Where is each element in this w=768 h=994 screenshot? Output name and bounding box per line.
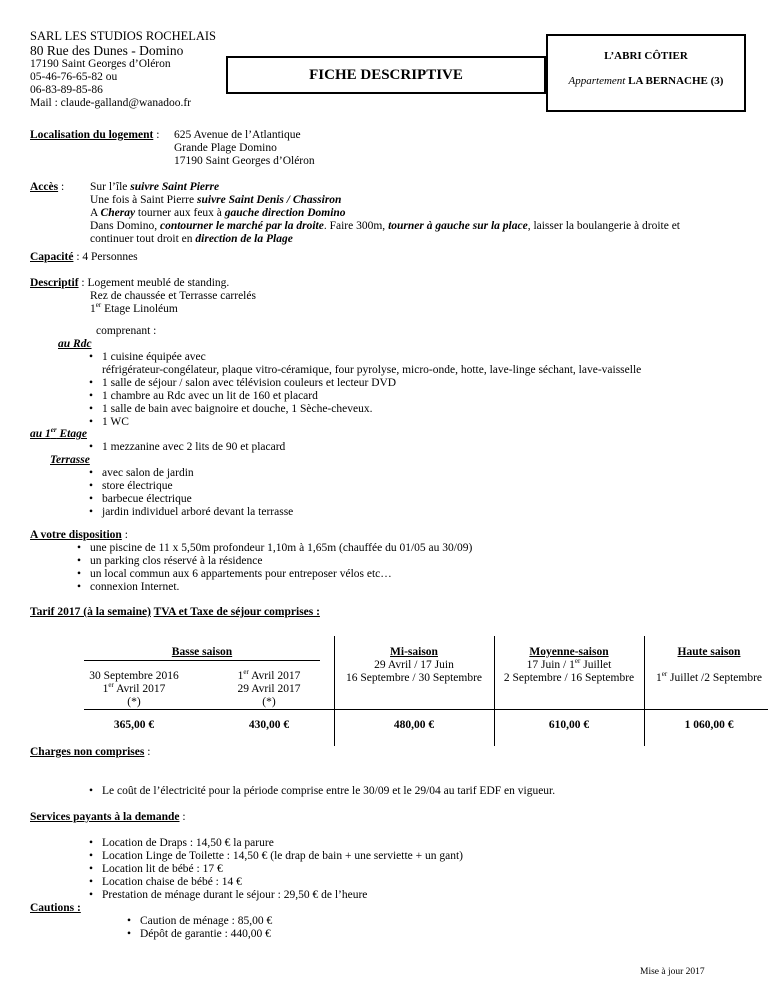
list-item: • 1 cuisine équipée avec réfrigérateur-congélateur, plaque vitro-céramique, four pyrolyse, micro-onde, hotte, lave-linge séchant, lave-vaisselle — [102, 351, 722, 377]
descriptif-detail — [90, 290, 256, 316]
terrasse-label: Terrasse — [50, 454, 90, 466]
acces-text — [90, 181, 730, 246]
localisation-label: Localisation du logement — [30, 129, 154, 141]
disposition-list — [90, 542, 710, 594]
price-divider — [84, 709, 768, 710]
disposition-sep: : — [121, 529, 128, 541]
descriptif-section — [30, 277, 229, 290]
list-item: • 1 salle de bain avec baignoire et douche, 1 Sèche-cheveux. — [102, 403, 722, 416]
price-basse1: 365,00 € — [113, 719, 155, 731]
capacite-value: : 4 Personnes — [73, 251, 138, 263]
property-unit: LA BERNACHE (3) — [628, 75, 724, 87]
rdc-list — [102, 351, 722, 429]
price-haute: 1 060,00 € — [684, 719, 734, 731]
capacite-label: Capacité — [30, 251, 74, 263]
acces-line: continuer tout droit en direction de la Plage — [90, 233, 293, 245]
disposition-section — [30, 529, 128, 542]
company-name: SARL LES STUDIOS ROCHELAIS — [30, 29, 217, 43]
charges-label: Charges non comprises — [30, 746, 145, 758]
tarif-title-b: TVA et Taxe de séjour comprises : — [153, 606, 320, 618]
list-item: • Location chaise de bébé : 14 € — [102, 876, 742, 889]
list-item: • Le coût de l’électricité pour la période comprise entre le 30/09 et le 29/04 au tarif EDF en vigueur. — [102, 785, 742, 798]
acces-line: Sur l’île suivre Saint Pierre — [90, 181, 220, 193]
acces-line: Une fois à Saint Pierre suivre Saint Denis / Chassiron — [90, 194, 342, 206]
list-item: • un parking clos réservé à la résidence — [90, 555, 710, 568]
etage-list — [102, 441, 285, 454]
property-unit-line — [548, 75, 744, 88]
localisation-sep: : — [153, 129, 160, 141]
list-item: • 1 WC — [102, 416, 722, 429]
basse-divider — [84, 660, 320, 661]
title-box — [226, 56, 546, 94]
localisation-line: 17190 Saint Georges d’Oléron — [174, 155, 315, 167]
localisation-lines — [174, 129, 315, 168]
mi-saison: Mi-saison 29 Avril / 17 Juin 16 Septembre / 30 Septembre — [345, 646, 483, 684]
company-mail: Mail : claude-galland@wanadoo.fr — [30, 97, 191, 109]
list-item: • connexion Internet. — [90, 581, 710, 594]
tarif-title-a: Tarif 2017 (à la semaine) — [30, 606, 151, 618]
list-item: • 1 mezzanine avec 2 lits de 90 et placard — [102, 441, 285, 454]
basse-saison-label: Basse saison — [171, 646, 233, 658]
services-sep: : — [179, 811, 186, 823]
list-item: • Location Linge de Toilette : 14,50 € (le drap de bain + une serviette + un gant) — [102, 850, 742, 863]
moyenne-saison: Moyenne-saison 17 Juin / 1er Juillet 2 Septembre / 16 Septembre — [503, 646, 635, 684]
company-address: 80 Rue des Dunes - Domino — [30, 43, 184, 58]
localisation-section — [30, 129, 159, 142]
page-title: FICHE DESCRIPTIVE — [309, 66, 463, 83]
localisation-line: Grande Plage Domino — [174, 142, 277, 154]
update-footer: Mise à jour 2017 — [640, 967, 705, 977]
services-label: Services payants à la demande — [30, 811, 180, 823]
list-item: • Location de Draps : 14,50 € la parure — [102, 837, 742, 850]
descriptif-line1: : Logement meublé de standing. — [78, 277, 230, 289]
acces-line: A Cheray tourner aux feux à gauche direction Domino — [90, 207, 346, 219]
rdc-label: au Rdc — [58, 338, 92, 350]
cautions-label: Cautions : — [30, 902, 81, 914]
acces-sep: : — [58, 181, 65, 193]
list-item: • Caution de ménage : 85,00 € — [140, 915, 272, 928]
list-item: • Prestation de ménage durant le séjour : 29,50 € de l’heure — [102, 889, 742, 902]
acces-label: Accès — [30, 181, 59, 193]
descriptif-label: Descriptif — [30, 277, 79, 289]
basse1-dates: 30 Septembre 2016 1er Avril 2017 (*) — [89, 670, 179, 708]
tarif-table — [84, 634, 763, 746]
services-section — [30, 811, 186, 824]
property-type: Appartement — [568, 75, 626, 87]
price-basse2: 430,00 € — [248, 719, 290, 731]
basse2-dates: 1er Avril 2017 29 Avril 2017 (*) — [237, 668, 301, 708]
haute-saison: Haute saison 1er Juillet /2 Septembre — [655, 646, 763, 684]
list-item: • 1 chambre au Rdc avec un lit de 160 et placard — [102, 390, 722, 403]
list-item: • barbecue électrique — [102, 493, 293, 506]
acces-line: Dans Domino, contourner le marché par la droite. Faire 300m, tourner à gauche sur la place, laisser la boulangerie à droite et — [90, 220, 681, 232]
company-phone-1: 05-46-76-65-82 ou — [30, 71, 118, 83]
kitchen-detail: réfrigérateur-congélateur, plaque vitro-céramique, four pyrolyse, micro-onde, hotte, lave-linge séchant, lave-vaisselle — [102, 364, 642, 376]
charges-list — [102, 785, 742, 798]
list-item: • Dépôt de garantie : 440,00 € — [140, 928, 272, 941]
list-item: • un local commun aux 6 appartements pour entreposer vélos etc… — [90, 568, 710, 581]
list-item: • jardin individuel arboré devant la terrasse — [102, 506, 293, 519]
comprenant: comprenant : — [96, 325, 157, 337]
localisation-line: 625 Avenue de l’Atlantique — [174, 129, 301, 141]
capacite-section — [30, 251, 138, 264]
company-phone-2: 06-83-89-85-86 — [30, 84, 103, 96]
company-block — [30, 29, 230, 110]
etage-label: au 1er Etage — [30, 426, 87, 440]
list-item: • Location lit de bébé : 17 € — [102, 863, 742, 876]
price-moyenne: 610,00 € — [548, 719, 590, 731]
list-item: • store électrique — [102, 480, 293, 493]
descriptif-line3: 1er Etage Linoléum — [90, 301, 178, 315]
price-mi: 480,00 € — [393, 719, 435, 731]
property-box — [546, 34, 746, 112]
disposition-label: A votre disposition — [30, 529, 122, 541]
list-item: • avec salon de jardin — [102, 467, 293, 480]
charges-sep: : — [144, 746, 151, 758]
descriptif-line2: Rez de chaussée et Terrasse carrelés — [90, 290, 256, 302]
charges-section — [30, 746, 150, 759]
property-name: L’ABRI CÔTIER — [604, 50, 688, 62]
cautions-list — [140, 915, 272, 941]
tarif-title — [30, 606, 320, 619]
acces-label-wrap — [30, 181, 64, 194]
company-city: 17190 Saint Georges d’Oléron — [30, 58, 171, 70]
list-item: • 1 salle de séjour / salon avec télévision couleurs et lecteur DVD — [102, 377, 722, 390]
services-list — [102, 837, 742, 902]
list-item: • une piscine de 11 x 5,50m profondeur 1,10m à 1,65m (chauffée du 01/05 au 30/09) — [90, 542, 710, 555]
terrasse-list — [102, 467, 293, 519]
